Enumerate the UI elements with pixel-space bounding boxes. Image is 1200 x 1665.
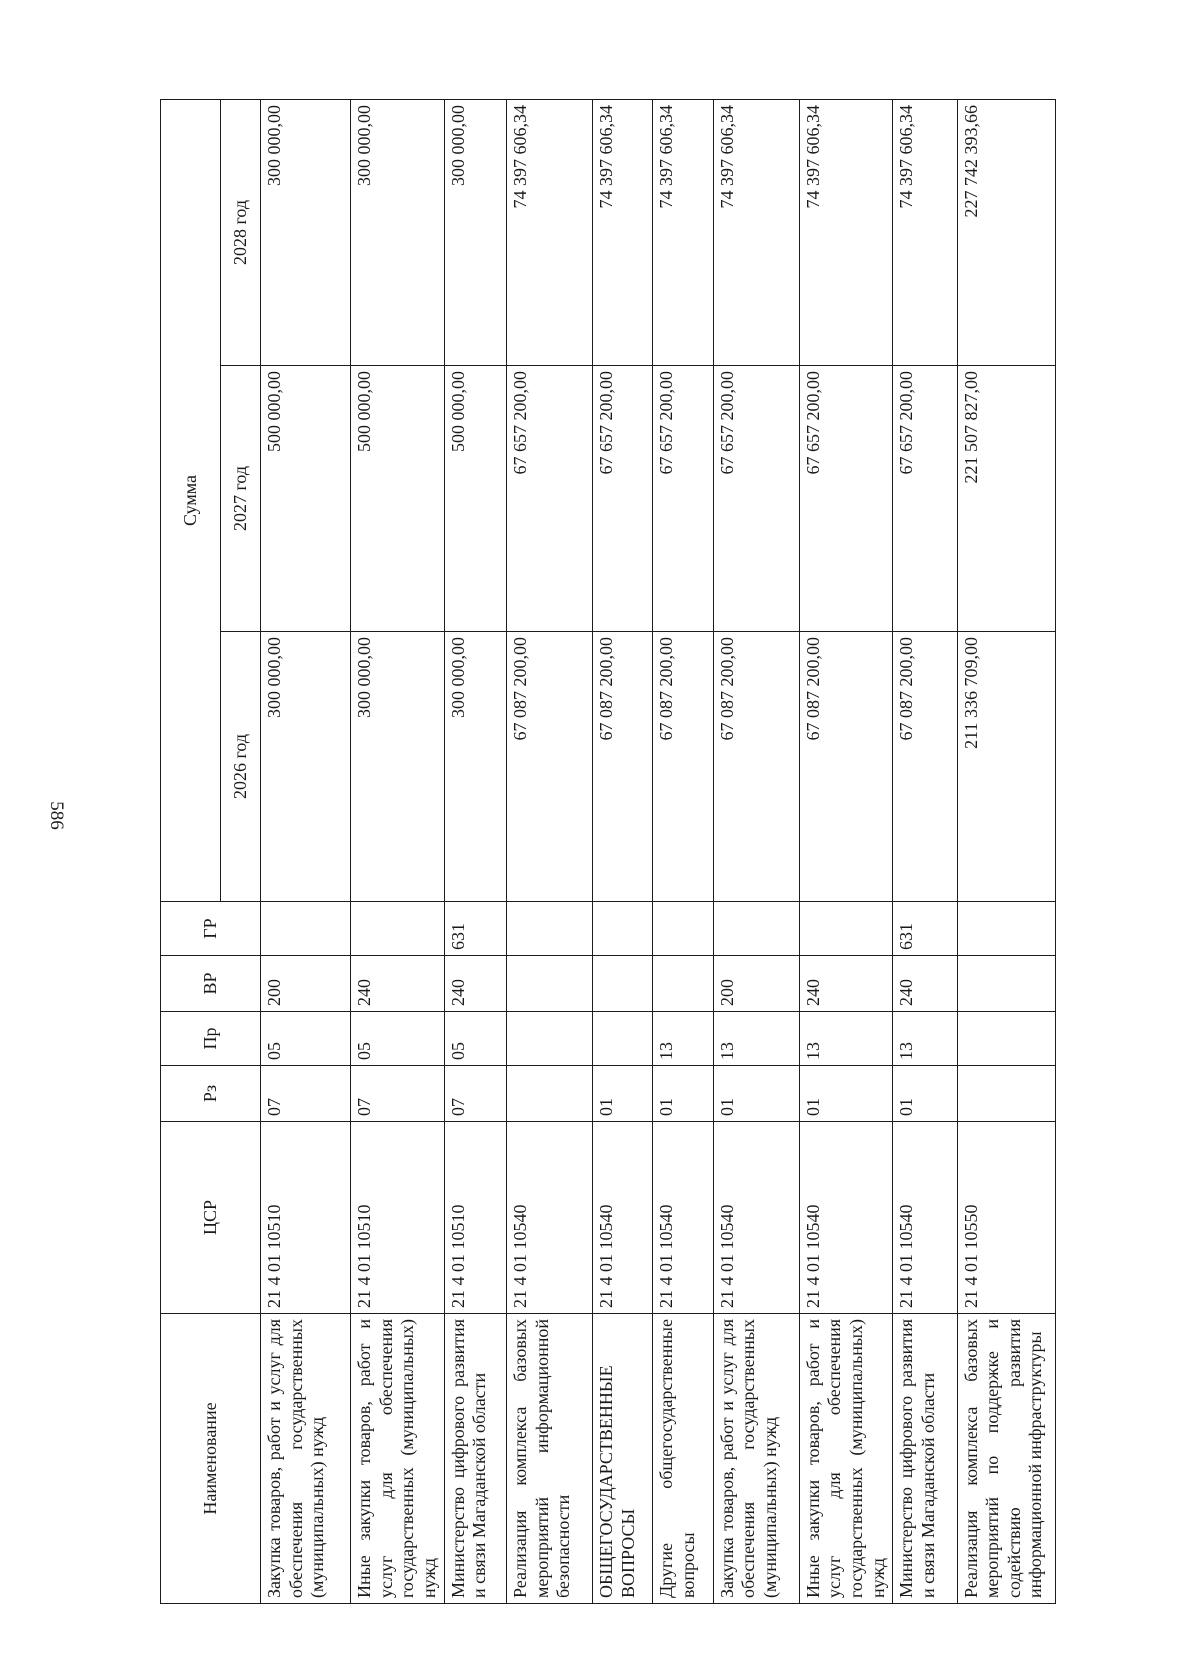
table-row [957, 100, 1055, 1604]
row-pr: 13 [713, 1012, 799, 1066]
row-sum-2026: 300 000,00 [351, 632, 445, 902]
row-pr: 13 [653, 1012, 713, 1066]
row-sum-2026: 67 087 200,00 [893, 632, 957, 902]
row-vr: 200 [713, 956, 799, 1012]
header-rz: Рз [161, 1066, 261, 1122]
table-row [893, 100, 957, 1604]
row-rz: 01 [653, 1066, 713, 1122]
row-rz: 07 [261, 1066, 351, 1122]
table-row [653, 100, 713, 1604]
row-csr: 21 4 01 10540 [799, 1122, 893, 1314]
row-csr: 21 4 01 10540 [893, 1122, 957, 1314]
row-csr: 21 4 01 10540 [713, 1122, 799, 1314]
row-gr: 631 [444, 902, 506, 956]
row-sum-2027: 67 657 200,00 [593, 366, 653, 632]
row-sum-2028: 74 397 606,34 [893, 100, 957, 366]
row-gr [507, 902, 593, 956]
row-sum-2028: 300 000,00 [261, 100, 351, 366]
row-sum-2027: 500 000,00 [444, 366, 506, 632]
row-pr: 05 [444, 1012, 506, 1066]
row-pr [957, 1012, 1055, 1066]
table-row [799, 100, 893, 1604]
row-pr: 13 [893, 1012, 957, 1066]
header-gr: ГР [161, 902, 261, 956]
row-vr [593, 956, 653, 1012]
row-vr: 200 [261, 956, 351, 1012]
row-sum-2026: 300 000,00 [444, 632, 506, 902]
row-pr [507, 1012, 593, 1066]
table-row [261, 100, 351, 1604]
row-name: Министерство цифрового развития и связи Магаданской области [893, 1314, 957, 1604]
header-csr: ЦСР [161, 1122, 261, 1314]
row-pr: 05 [261, 1012, 351, 1066]
row-rz: 01 [799, 1066, 893, 1122]
row-sum-2026: 67 087 200,00 [653, 632, 713, 902]
row-sum-2026: 67 087 200,00 [799, 632, 893, 902]
row-gr [351, 902, 445, 956]
row-name: Реализация комплекса базовых мероприятий информационной безопасности [507, 1314, 593, 1604]
row-csr: 21 4 01 10510 [444, 1122, 506, 1314]
row-pr [593, 1012, 653, 1066]
row-sum-2026: 300 000,00 [261, 632, 351, 902]
row-sum-2028: 74 397 606,34 [507, 100, 593, 366]
row-csr: 21 4 01 10540 [653, 1122, 713, 1314]
row-name: Закупка товаров, работ и услуг для обеспечения государственных (муниципальных) нужд [261, 1314, 351, 1604]
rotated-page-content [160, 100, 1056, 1604]
row-gr [593, 902, 653, 956]
page-number: 586 [45, 801, 67, 830]
row-vr [507, 956, 593, 1012]
row-gr [261, 902, 351, 956]
row-pr: 05 [351, 1012, 445, 1066]
row-sum-2027: 67 657 200,00 [713, 366, 799, 632]
row-vr: 240 [444, 956, 506, 1012]
row-csr: 21 4 01 10510 [261, 1122, 351, 1314]
row-vr [653, 956, 713, 1012]
row-name: Реализация комплекса базовых мероприятий по поддержке и содействию развития информационной инфраструктуры [957, 1314, 1055, 1604]
row-pr: 13 [799, 1012, 893, 1066]
row-name: Иные закупки товаров, работ и услуг для обеспечения государственных (муниципальных) нужд [351, 1314, 445, 1604]
row-sum-2027: 67 657 200,00 [653, 366, 713, 632]
row-rz: 07 [444, 1066, 506, 1122]
row-sum-2026: 67 087 200,00 [593, 632, 653, 902]
header-year-2026: 2026 год [221, 632, 261, 902]
row-name: Закупка товаров, работ и услуг для обеспечения государственных (муниципальных) нужд [713, 1314, 799, 1604]
row-rz: 07 [351, 1066, 445, 1122]
row-gr [957, 902, 1055, 956]
row-csr: 21 4 01 10510 [351, 1122, 445, 1314]
header-sum: Сумма [161, 100, 221, 902]
row-rz [507, 1066, 593, 1122]
row-rz: 01 [593, 1066, 653, 1122]
row-sum-2027: 67 657 200,00 [893, 366, 957, 632]
row-rz [957, 1066, 1055, 1122]
header-year-2027: 2027 год [221, 366, 261, 632]
table-row [351, 100, 445, 1604]
row-csr: 21 4 01 10540 [507, 1122, 593, 1314]
row-gr [713, 902, 799, 956]
row-name: Иные закупки товаров, работ и услуг для обеспечения государственных (муниципальных) нужд [799, 1314, 893, 1604]
row-sum-2027: 67 657 200,00 [799, 366, 893, 632]
header-name: Наименование [161, 1314, 261, 1604]
row-sum-2027: 500 000,00 [351, 366, 445, 632]
row-name: Другие общегосударственные вопросы [653, 1314, 713, 1604]
row-sum-2026: 67 087 200,00 [713, 632, 799, 902]
table-row [713, 100, 799, 1604]
header-year-2028: 2028 год [221, 100, 261, 366]
row-sum-2028: 74 397 606,34 [593, 100, 653, 366]
row-sum-2028: 74 397 606,34 [713, 100, 799, 366]
header-pr: Пр [161, 1012, 261, 1066]
row-sum-2027: 500 000,00 [261, 366, 351, 632]
row-vr: 240 [351, 956, 445, 1012]
row-sum-2027: 221 507 827,00 [957, 366, 1055, 632]
row-sum-2026: 211 336 709,00 [957, 632, 1055, 902]
row-rz: 01 [893, 1066, 957, 1122]
row-csr: 21 4 01 10550 [957, 1122, 1055, 1314]
row-sum-2028: 300 000,00 [444, 100, 506, 366]
row-sum-2026: 67 087 200,00 [507, 632, 593, 902]
row-sum-2028: 300 000,00 [351, 100, 445, 366]
row-vr [957, 956, 1055, 1012]
row-gr [653, 902, 713, 956]
row-sum-2028: 74 397 606,34 [799, 100, 893, 366]
row-vr: 240 [893, 956, 957, 1012]
row-csr: 21 4 01 10540 [593, 1122, 653, 1314]
row-name: Министерство цифрового развития и связи Магаданской области [444, 1314, 506, 1604]
header-vr: ВР [161, 956, 261, 1012]
row-sum-2027: 67 657 200,00 [507, 366, 593, 632]
row-sum-2028: 74 397 606,34 [653, 100, 713, 366]
table-row [593, 100, 653, 1604]
row-gr [799, 902, 893, 956]
table-row [444, 100, 506, 1604]
row-vr: 240 [799, 956, 893, 1012]
row-sum-2028: 227 742 393,66 [957, 100, 1055, 366]
budget-table [160, 99, 1056, 1604]
row-gr: 631 [893, 902, 957, 956]
row-name: ОБЩЕГОСУДАРСТВЕННЫЕ ВОПРОСЫ [593, 1314, 653, 1604]
row-rz: 01 [713, 1066, 799, 1122]
table-row [507, 100, 593, 1604]
